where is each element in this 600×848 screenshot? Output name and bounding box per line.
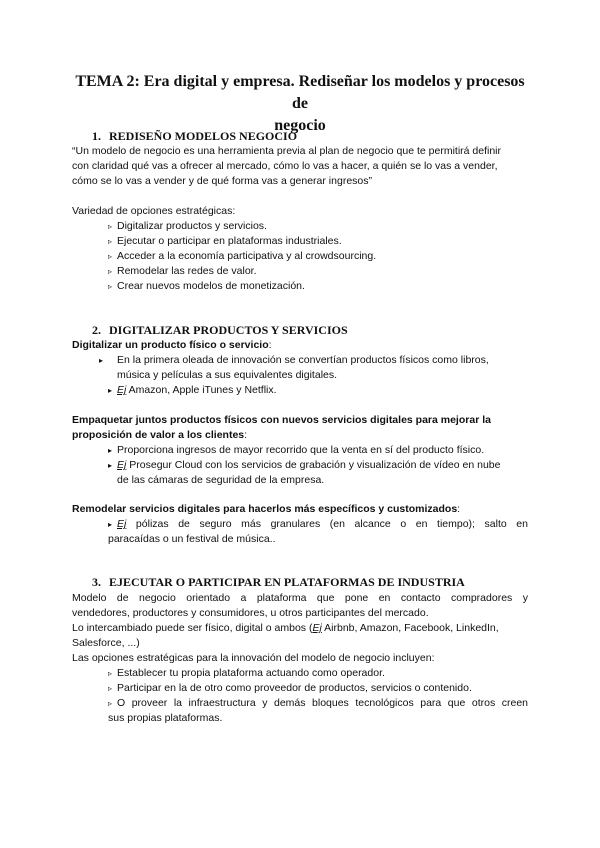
title-line: negocio (274, 117, 326, 134)
text: Airbnb, Amazon, Facebook, LinkedIn, (321, 622, 499, 634)
list-item-text: paracaídas o un festival de música.. (108, 533, 276, 545)
list-item-text: pólizas de seguro más granulares (en alcance o en tiempo); salto en (126, 518, 528, 530)
list-item-text: Proporciona ingresos de mayor recorrido que la venta en sí del producto físico. (117, 444, 485, 456)
bold-text: proposición de valor a los clientes (72, 429, 245, 441)
bullet-marker: ▹ (108, 267, 113, 276)
list-item-text: Participar en la de otro como proveedor de productos, servicios o contenido. (117, 682, 472, 694)
bullet-marker: ▹ (108, 669, 113, 678)
list-item (108, 264, 528, 279)
list-item-text: Ejecutar o participar en plataformas industriales. (117, 235, 342, 247)
subsection-title (72, 413, 528, 443)
text: : (268, 339, 272, 351)
list-item-text: En la primera oleada de innovación se convertían productos físicos como libros, (117, 354, 489, 366)
bold-text: Remodelar servicios digitales para hacerlos más específicos y customizados (72, 503, 458, 515)
list-item-text: Digitalizar productos y servicios. (117, 220, 267, 232)
bullet-marker: ▹ (108, 282, 113, 291)
example-label: Ej (312, 622, 322, 634)
text: Lo intercambiado puede ser físico, digital o ambos ( (72, 622, 313, 634)
bullet-marker: ▹ (108, 684, 113, 693)
bullet-marker: ▸ (99, 356, 104, 365)
list-item (99, 353, 528, 383)
text-line: cómo se lo vas a vender y de qué forma vas a generar ingresos” (72, 175, 372, 187)
bullet-marker: ▹ (108, 252, 113, 261)
list-item-text: de las cámaras de seguridad de la empresa. (117, 474, 325, 486)
bullet-marker: ▹ (108, 222, 113, 231)
bullet-marker: ▸ (108, 386, 113, 395)
example-label: Ej (117, 459, 127, 471)
list-item-text: O proveer la infraestructura y demás bloques tecnológicos para que otros creen (117, 697, 528, 709)
section-number: 3. (92, 575, 101, 589)
list-item (108, 517, 528, 547)
list-item (108, 666, 528, 681)
text-line: Modelo de negocio orientado a plataforma que pone en contacto compradores y (72, 592, 528, 604)
paragraph (72, 591, 528, 621)
list-item (108, 383, 528, 398)
list-item-text: Acceder a la economía participativa y al crowdsourcing. (117, 250, 377, 262)
bold-text: Empaquetar juntos productos físicos con nuevos servicios digitales para mejorar la (72, 414, 491, 426)
section-heading-text: EJECUTAR O PARTICIPAR EN PLATAFORMAS DE INDUSTRIA (109, 575, 465, 589)
title-line: TEMA 2: Era digital y empresa. Rediseñar los modelos y procesos de (75, 73, 525, 112)
list-item-text: Crear nuevos modelos de monetización. (117, 280, 305, 292)
list-item-text: Establecer tu propia plataforma actuando como operador. (117, 667, 385, 679)
text-line: con claridad qué vas a ofrecer al mercado, cómo lo vas a hacer, a quién se lo vas a vender, (72, 160, 498, 172)
text: : (244, 429, 248, 441)
section-heading-3 (92, 574, 465, 590)
section-heading-text: DIGITALIZAR PRODUCTOS Y SERVICIOS (109, 323, 348, 337)
example-label: Ej (117, 384, 127, 396)
list-item (108, 249, 528, 264)
bullet-marker: ▸ (108, 520, 113, 529)
paragraph: Las opciones estratégicas para la innovación del modelo de negocio incluyen: (72, 652, 435, 664)
bullet-marker: ▹ (108, 237, 113, 246)
list-item-text: Remodelar las redes de valor. (117, 265, 257, 277)
list-item (108, 219, 528, 234)
list-item (108, 279, 528, 294)
bullet-marker: ▸ (108, 446, 113, 455)
bold-text: Digitalizar un producto físico o servicio (72, 339, 269, 351)
section-heading-2 (92, 322, 348, 338)
list-item-text: Amazon, Apple iTunes y Netflix. (126, 384, 277, 396)
example-label: Ej (117, 518, 127, 530)
list-item (108, 443, 528, 458)
section-number: 1. (92, 129, 101, 143)
list-item (108, 696, 528, 726)
list-item (108, 234, 528, 249)
list-item-text: sus propias plataformas. (108, 712, 223, 724)
section-heading-text: REDISEÑO MODELOS NEGOCIO (109, 129, 298, 143)
paragraph (72, 621, 528, 651)
subsection-title (72, 502, 528, 517)
list-item-text: Prosegur Cloud con los servicios de grabación y visualización de vídeo en nube (126, 459, 501, 471)
bullet-marker: ▹ (108, 699, 113, 708)
quote-paragraph (72, 144, 528, 189)
section-heading-1 (92, 128, 297, 144)
list-item (108, 458, 528, 488)
text-line: “Un modelo de negocio es una herramienta previa al plan de negocio que te permitirá definir (72, 145, 502, 157)
list-item (108, 681, 528, 696)
section-number: 2. (92, 323, 101, 337)
list-item-text: música y películas a sus equivalentes digitales. (117, 369, 338, 381)
bullet-marker: ▸ (108, 461, 113, 470)
text-line: Salesforce, ...) (72, 637, 140, 649)
options-intro: Variedad de opciones estratégicas: (72, 205, 236, 217)
subsection-title (72, 338, 528, 353)
text: : (457, 503, 461, 515)
text-line: vendedores, productores y consumidores, u otros participantes del mercado. (72, 607, 429, 619)
